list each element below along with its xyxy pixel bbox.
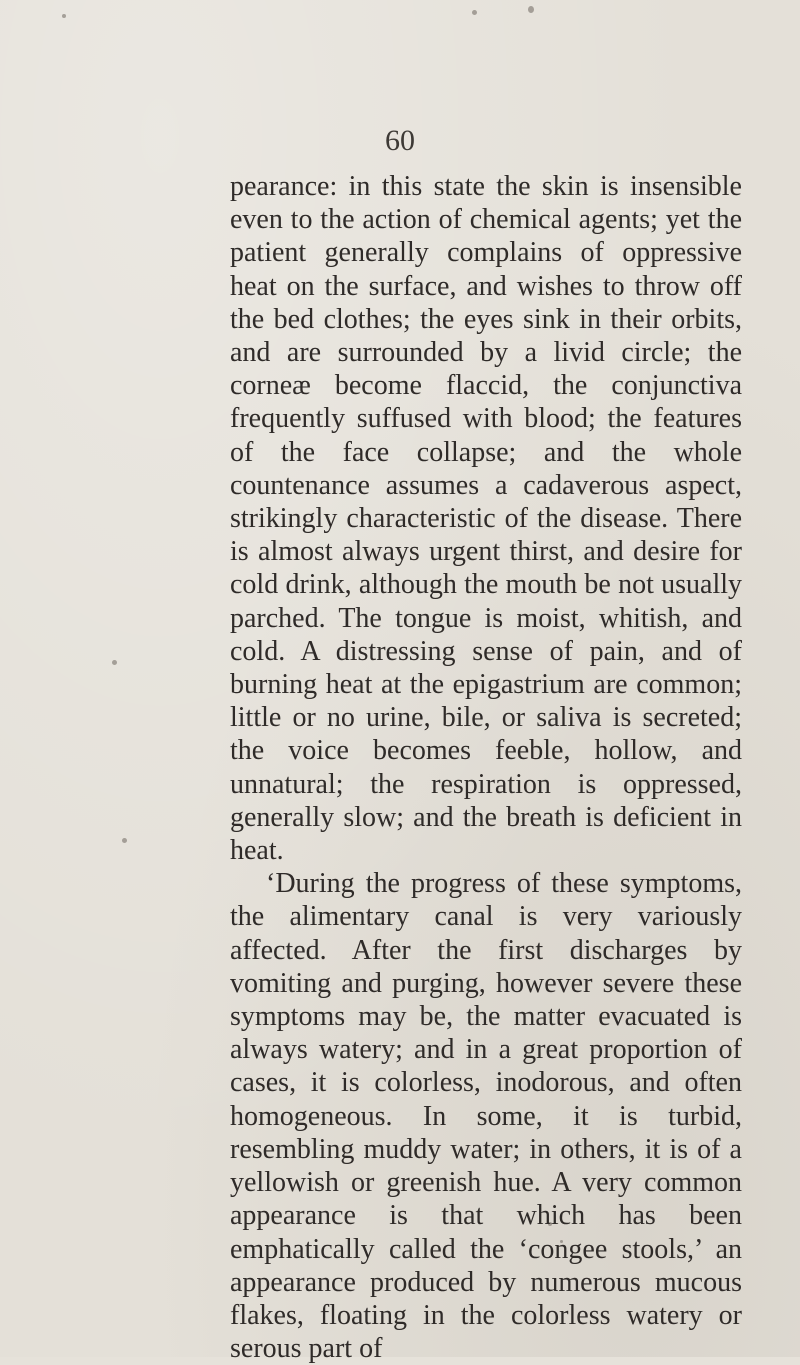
page-number: 60 [385,124,415,157]
paragraph: ‘During the progress of these symptoms, the alimentary canal is very variously affected. After the first discharges by vomiting and purging, however severe these symptoms may be, the matter evacuated is always watery; and in a great proportion of cases, it is colorless, inodorous, and often homogeneous. In some, it is turbid, resembling muddy water; in others, it is of a yellowish or greenish hue. A very common appearance is that which has been emphatically called the ‘congee stools,’ an appearance produced by numerous mucous flakes, floating in the colorless watery or serous part of [230,868,742,1365]
body-text [230,170,742,1365]
paper-speck [122,838,127,843]
paper-speck [62,14,66,18]
paper-speck [112,660,117,665]
paper-speck [472,10,477,15]
paper-speck [528,6,534,13]
paragraph: pearance: in this state the skin is insensible even to the action of chemical agents; yet the patient generally complains of oppressive heat on the surface, and wishes to throw off the bed clothes; the eyes sink in their orbits, and are surrounded by a livid circle; the corneæ become flaccid, the conjunctiva frequently suffused with blood; the features of the face collapse; and the whole countenance assumes a cadaverous aspect, strikingly characteristic of the disease. There is almost always urgent thirst, and desire for cold drink, although the mouth be not usually parched. The tongue is moist, whitish, and cold. A distressing sense of pain, and of burning heat at the epigastrium are common; little or no urine, bile, or saliva is secreted; the voice becomes feeble, hollow, and unnatural; the respiration is oppressed, generally slow; and the breath is deficient in heat. [230,171,742,867]
